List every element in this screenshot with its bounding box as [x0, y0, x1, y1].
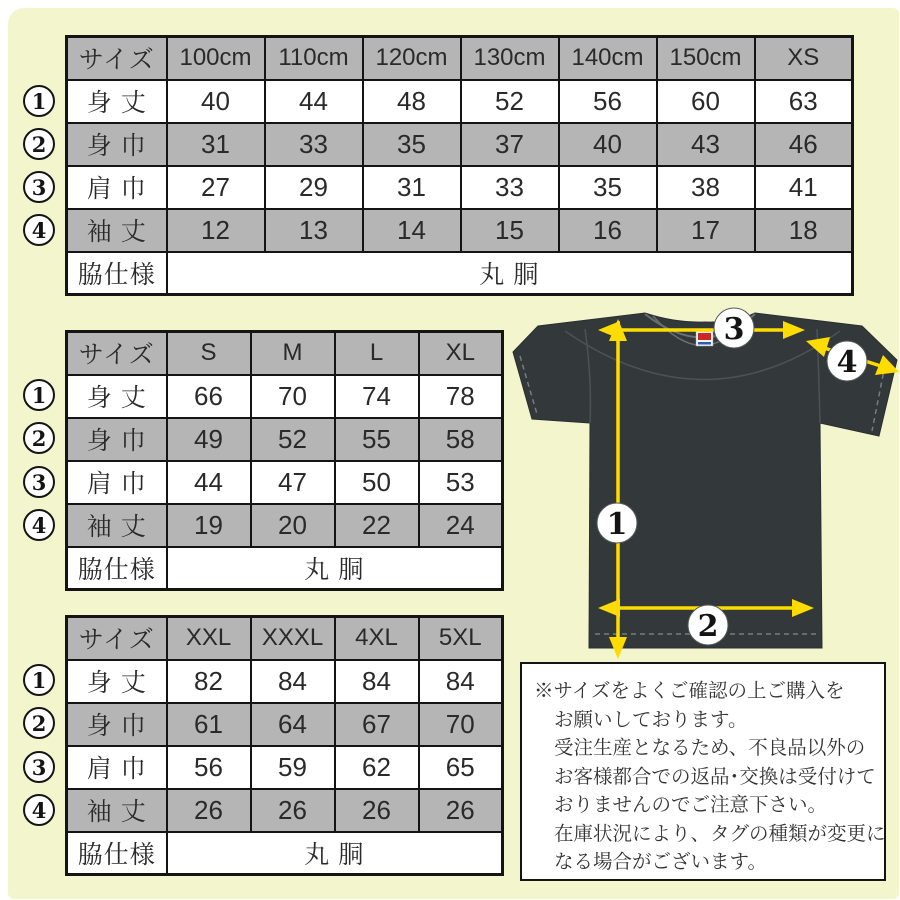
value-cell: 61 [167, 703, 251, 746]
value-cell: 70 [251, 375, 335, 418]
table-row [67, 504, 503, 547]
value-cell: 49 [167, 418, 251, 461]
value-cell: 26 [419, 789, 503, 832]
value-cell: 12 [167, 209, 265, 252]
table-footer-row [67, 547, 503, 590]
value-cell: 66 [167, 375, 251, 418]
row-marker-2: 2 [23, 128, 55, 160]
col-header: XXXL [251, 617, 335, 660]
value-cell: 26 [167, 789, 251, 832]
value-cell: 27 [167, 166, 265, 209]
table-row [67, 789, 503, 832]
value-cell: 67 [335, 703, 419, 746]
size-table-big [65, 615, 504, 876]
value-cell: 20 [251, 504, 335, 547]
table-row [67, 418, 503, 461]
shirt-marker-4 [827, 341, 867, 381]
row-label: 袖 丈 [67, 209, 167, 252]
value-cell: 74 [335, 375, 419, 418]
table-footer-row [67, 252, 853, 295]
value-cell: 82 [167, 660, 251, 703]
value-cell: 56 [559, 80, 657, 123]
col-header: 130cm [461, 37, 559, 80]
col-header: XL [419, 332, 503, 375]
table-row [67, 209, 853, 252]
table-row [67, 123, 853, 166]
value-cell: 44 [265, 80, 363, 123]
value-cell: 59 [251, 746, 335, 789]
value-cell: 63 [755, 80, 853, 123]
footer-value: 丸 胴 [167, 252, 853, 295]
tshirt-measurement-figure [505, 303, 900, 660]
row-label: 身 巾 [67, 418, 167, 461]
note-line: おりませんのでご注意下さい。 [554, 794, 828, 816]
col-header: 100cm [167, 37, 265, 80]
row-marker-2: 2 [23, 707, 55, 739]
footer-label: 脇仕様 [67, 547, 167, 590]
row-marker-4: 4 [23, 794, 55, 826]
size-header-cell: サイズ [67, 37, 167, 80]
svg-text:4: 4 [836, 345, 858, 380]
value-cell: 18 [755, 209, 853, 252]
row-marker-3: 3 [23, 751, 55, 783]
value-cell: 46 [755, 123, 853, 166]
note-line: 受注生産となるため、不良品以外の [554, 737, 866, 759]
shirt-marker-1 [597, 503, 637, 543]
value-cell: 50 [335, 461, 419, 504]
value-cell: 52 [251, 418, 335, 461]
col-header: 140cm [559, 37, 657, 80]
value-cell: 47 [251, 461, 335, 504]
note-line: なる場合がございます。 [554, 851, 767, 873]
value-cell: 31 [363, 166, 461, 209]
table-footer-row [67, 832, 503, 875]
value-cell: 43 [657, 123, 755, 166]
note-line: お客様都合での返品･交換は受付けて [554, 765, 876, 788]
svg-text:3: 3 [723, 312, 745, 347]
row-marker-2: 2 [23, 422, 55, 454]
row-label: 身 丈 [67, 80, 167, 123]
value-cell: 38 [657, 166, 755, 209]
value-cell: 64 [251, 703, 335, 746]
size-header-cell: サイズ [67, 617, 167, 660]
value-cell: 37 [461, 123, 559, 166]
value-cell: 31 [167, 123, 265, 166]
value-cell: 35 [363, 123, 461, 166]
value-cell: 55 [335, 418, 419, 461]
value-cell: 41 [755, 166, 853, 209]
row-label: 身 巾 [67, 703, 167, 746]
row-label: 袖 丈 [67, 789, 167, 832]
value-cell: 35 [559, 166, 657, 209]
value-cell: 33 [461, 166, 559, 209]
col-header: XS [755, 37, 853, 80]
value-cell: 14 [363, 209, 461, 252]
value-cell: 84 [251, 660, 335, 703]
value-cell: 17 [657, 209, 755, 252]
value-cell: 62 [335, 746, 419, 789]
purchase-note-box [520, 662, 886, 881]
table-header-row [67, 332, 503, 375]
value-cell: 16 [559, 209, 657, 252]
col-header: 4XL [335, 617, 419, 660]
value-cell: 13 [265, 209, 363, 252]
footer-label: 脇仕様 [67, 252, 167, 295]
row-label: 肩 巾 [67, 461, 167, 504]
col-header: S [167, 332, 251, 375]
shirt-marker-3 [714, 308, 754, 348]
row-label: 肩 巾 [67, 746, 167, 789]
table-row [67, 461, 503, 504]
note-line: ※サイズをよくご確認の上ご購入を [534, 680, 845, 702]
table-header-row [67, 37, 853, 80]
footer-value: 丸 胴 [167, 547, 503, 590]
row-label: 身 丈 [67, 660, 167, 703]
value-cell: 53 [419, 461, 503, 504]
col-header: M [251, 332, 335, 375]
size-table-adult [65, 330, 504, 591]
row-marker-4: 4 [23, 509, 55, 541]
size-header-cell: サイズ [67, 332, 167, 375]
value-cell: 65 [419, 746, 503, 789]
row-label: 袖 丈 [67, 504, 167, 547]
brand-tag [696, 330, 713, 346]
value-cell: 56 [167, 746, 251, 789]
table-row [67, 166, 853, 209]
table-row [67, 375, 503, 418]
value-cell: 40 [559, 123, 657, 166]
col-header: L [335, 332, 419, 375]
value-cell: 22 [335, 504, 419, 547]
row-marker-1: 1 [23, 379, 55, 411]
value-cell: 24 [419, 504, 503, 547]
value-cell: 44 [167, 461, 251, 504]
table-row [67, 80, 853, 123]
value-cell: 33 [265, 123, 363, 166]
value-cell: 19 [167, 504, 251, 547]
value-cell: 84 [419, 660, 503, 703]
value-cell: 84 [335, 660, 419, 703]
col-header: 110cm [265, 37, 363, 80]
row-marker-3: 3 [23, 171, 55, 203]
value-cell: 70 [419, 703, 503, 746]
col-header: XXL [167, 617, 251, 660]
col-header: 120cm [363, 37, 461, 80]
svg-text:2: 2 [697, 609, 719, 644]
note-line: 在庫状況により、タグの種類が変更に [554, 822, 886, 845]
value-cell: 29 [265, 166, 363, 209]
shirt-marker-2 [688, 605, 728, 645]
row-label: 肩 巾 [67, 166, 167, 209]
value-cell: 26 [335, 789, 419, 832]
table-row [67, 660, 503, 703]
col-header: 150cm [657, 37, 755, 80]
row-label: 身 巾 [67, 123, 167, 166]
value-cell: 78 [419, 375, 503, 418]
value-cell: 52 [461, 80, 559, 123]
value-cell: 40 [167, 80, 265, 123]
footer-value: 丸 胴 [167, 832, 503, 875]
row-marker-3: 3 [23, 466, 55, 498]
row-marker-1: 1 [23, 85, 55, 117]
value-cell: 48 [363, 80, 461, 123]
row-marker-1: 1 [23, 664, 55, 696]
value-cell: 58 [419, 418, 503, 461]
footer-label: 脇仕様 [67, 832, 167, 875]
value-cell: 26 [251, 789, 335, 832]
value-cell: 60 [657, 80, 755, 123]
size-table-kids [65, 35, 854, 296]
table-header-row [67, 617, 503, 660]
row-marker-4: 4 [23, 214, 55, 246]
table-row [67, 746, 503, 789]
note-line: お願いしております。 [554, 708, 748, 731]
svg-text:1: 1 [606, 507, 628, 542]
row-label: 身 丈 [67, 375, 167, 418]
table-row [67, 703, 503, 746]
value-cell: 15 [461, 209, 559, 252]
col-header: 5XL [419, 617, 503, 660]
